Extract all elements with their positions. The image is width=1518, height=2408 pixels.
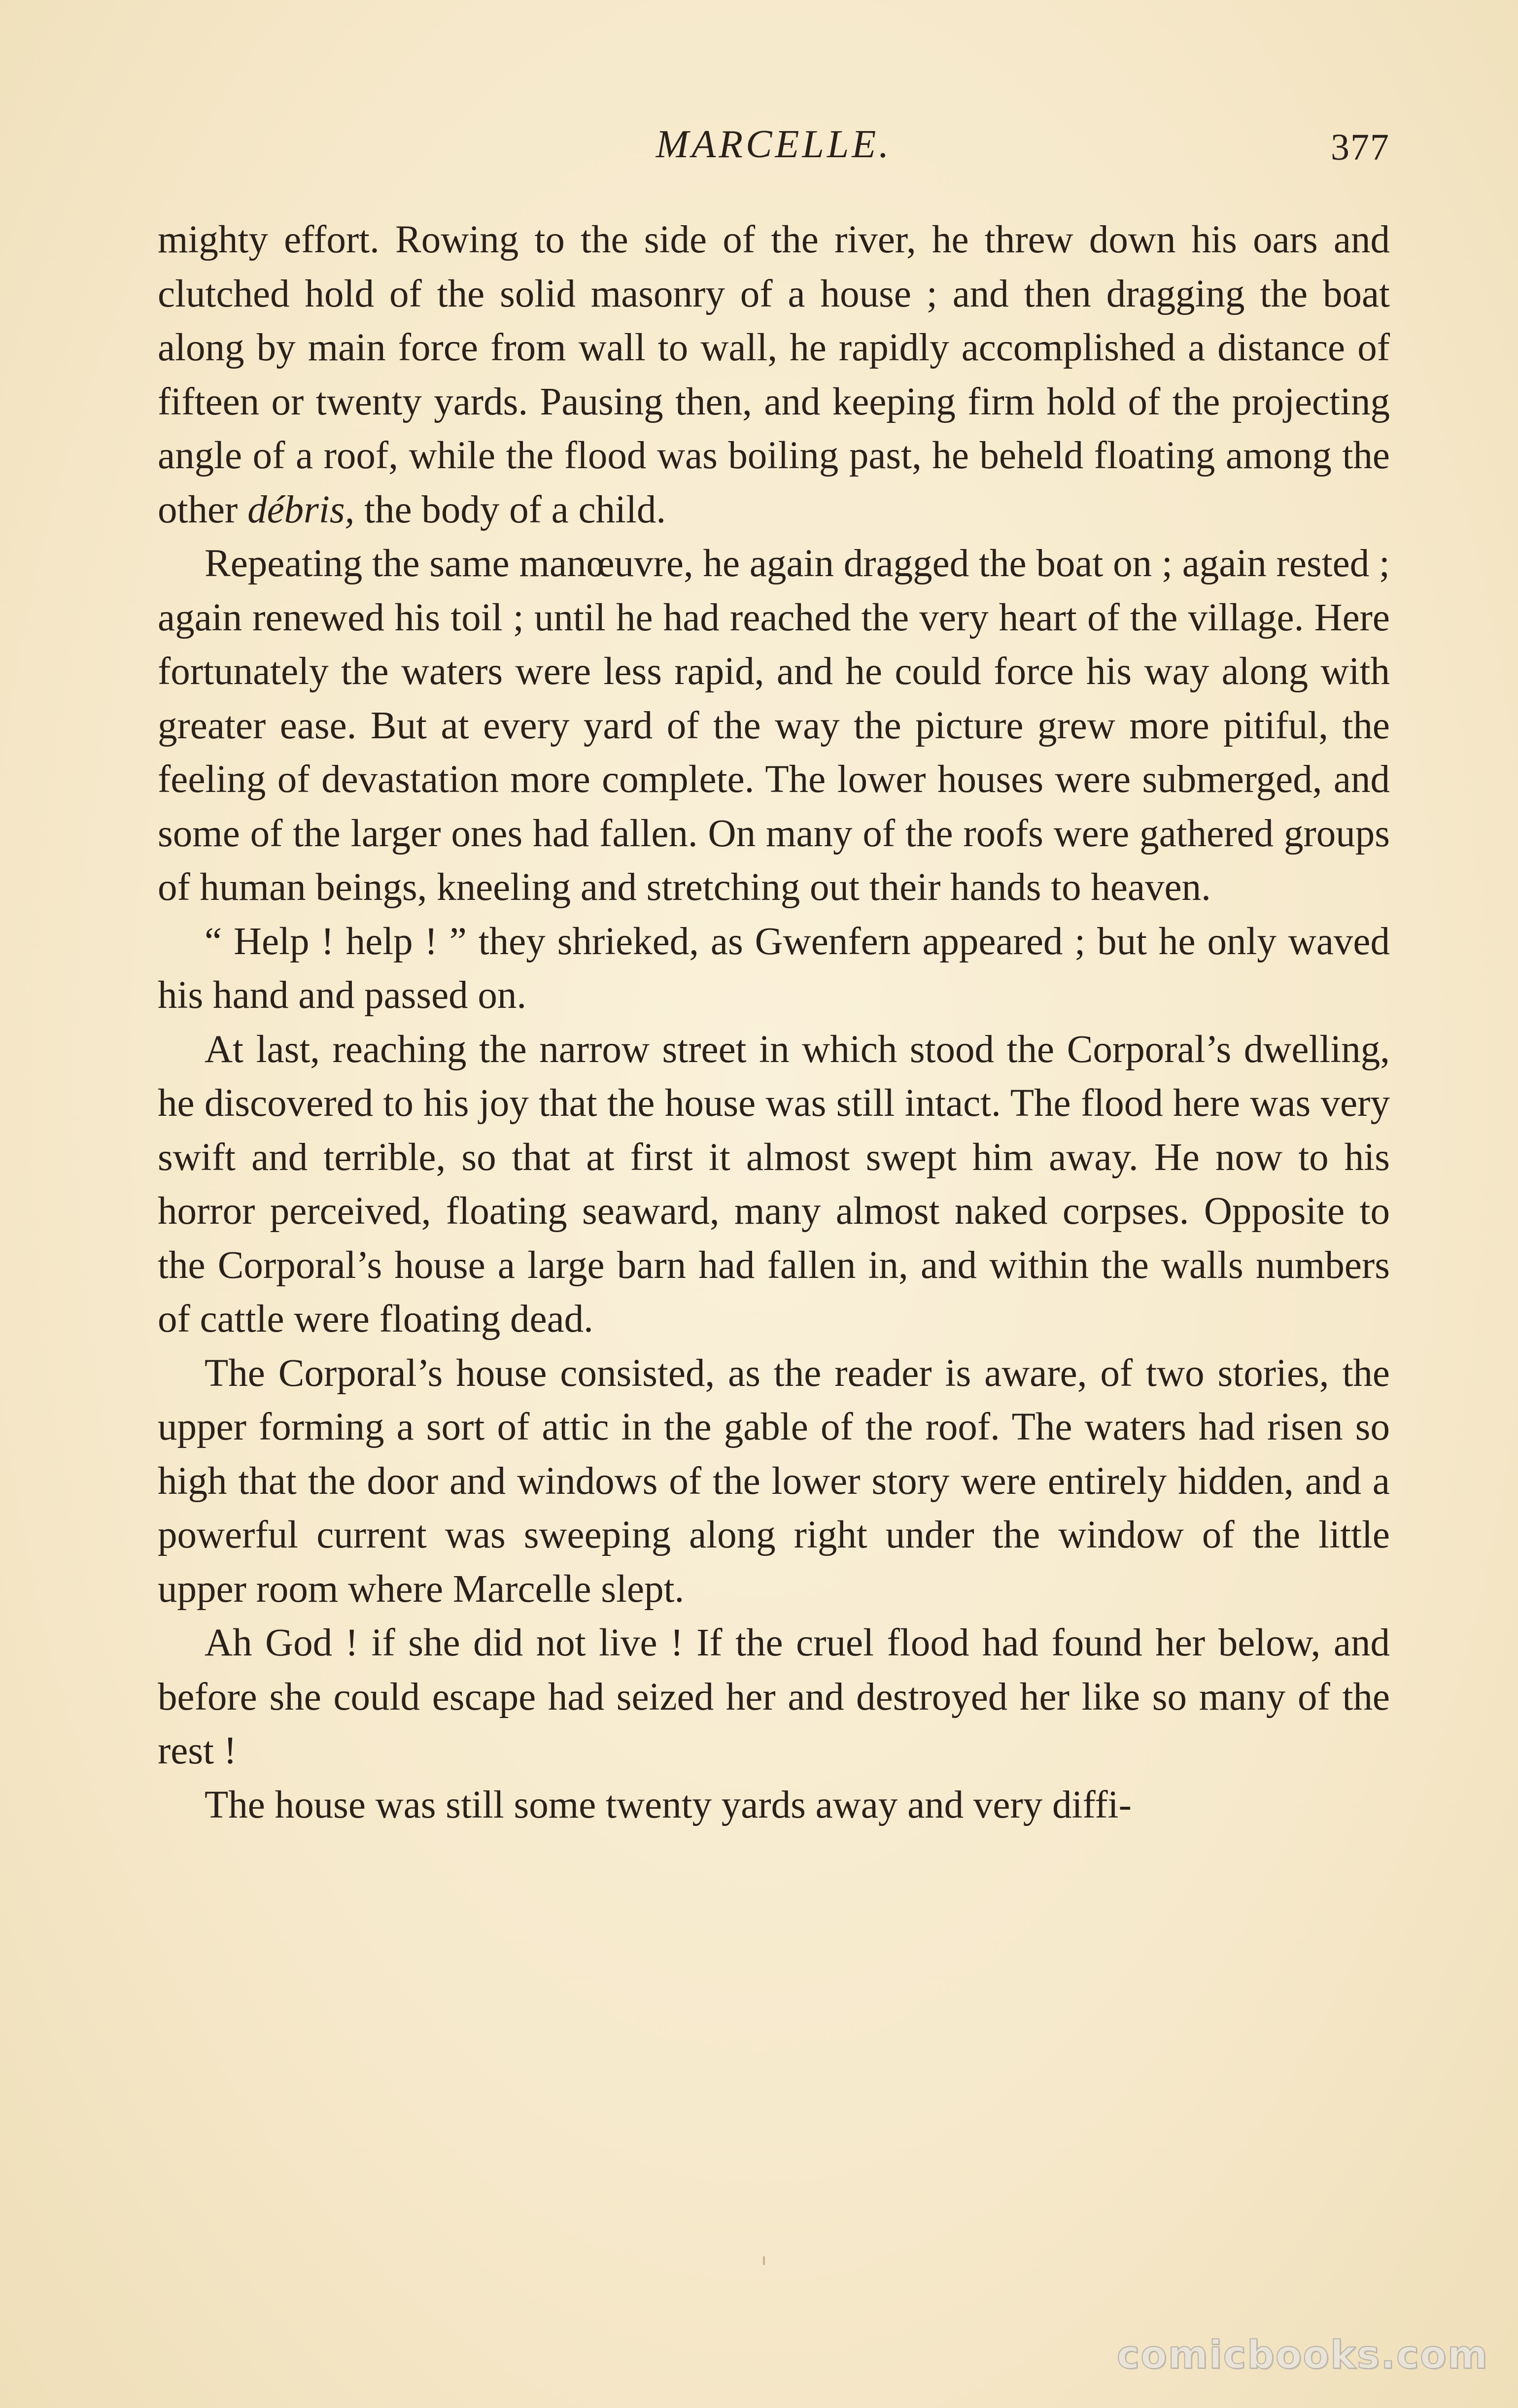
- running-head: [158, 122, 1390, 176]
- paragraph: The house was still some twenty yards away and very diffi-: [205, 1783, 1132, 1826]
- paragraph: At last, reaching the narrow street in which stood the Corporal’s dwelling, he discovered to his joy that the house was still intact. The flood here was very swift and terrible, so that at first it almost swept him away. He now to his horror perceived, floating seaward, many almost naked corpses. Opposite to the Corporal’s house a large barn had fallen in, and within the walls numbers of cattle were floating dead.: [158, 1028, 1390, 1341]
- paper-fleck: [763, 2256, 765, 2265]
- italic-term: débris,: [247, 488, 355, 531]
- body-text: [158, 213, 1390, 1832]
- paragraph: Repeating the same manœuvre, he again dragged the boat on ; again rested ; again renewed his toil ; until he had reached the very heart of the village. Here fortunately the waters were less rapid, and he could force his way along with greater ease. But at every yard of the way the picture grew more pitiful, the feeling of devastation more complete. The lower houses were submerged, and some of the larger ones had fallen. On many of the roofs were gathered groups of human beings, kneeling and stretching out their hands to heaven.: [158, 542, 1390, 909]
- watermark: comicbooks.com: [1116, 2333, 1488, 2377]
- paragraph: Ah God ! if she did not live ! If the cruel flood had found her below, and before she could escape had seized her and destroyed her like so many of the rest !: [158, 1621, 1390, 1772]
- paragraph: The Corporal’s house consisted, as the reader is aware, of two stories, the upper forming a sort of attic in the gable of the roof. The waters had risen so high that the door and windows of the lower story were entirely hidden, and a powerful current was sweeping along right under the window of the little upper room where Marcelle slept.: [158, 1351, 1390, 1611]
- paragraph: “ Help ! help ! ” they shrieked, as Gwenfern appeared ; but he only waved his hand and passed on.: [158, 920, 1390, 1017]
- running-title: MARCELLE.: [656, 123, 892, 166]
- page-number: 377: [1331, 127, 1390, 168]
- paragraph: mighty effort. Rowing to the side of the river, he threw down his oars and clutched hold of the solid masonry of a house ; and then dragging the boat along by main force from wall to wall, he rapidly accomplished a distance of fifteen or twenty yards. Pausing then, and keeping firm hold of the projecting angle of a roof, while the flood was boiling past, he beheld floating among the other débris, the body of a child.: [158, 218, 1390, 531]
